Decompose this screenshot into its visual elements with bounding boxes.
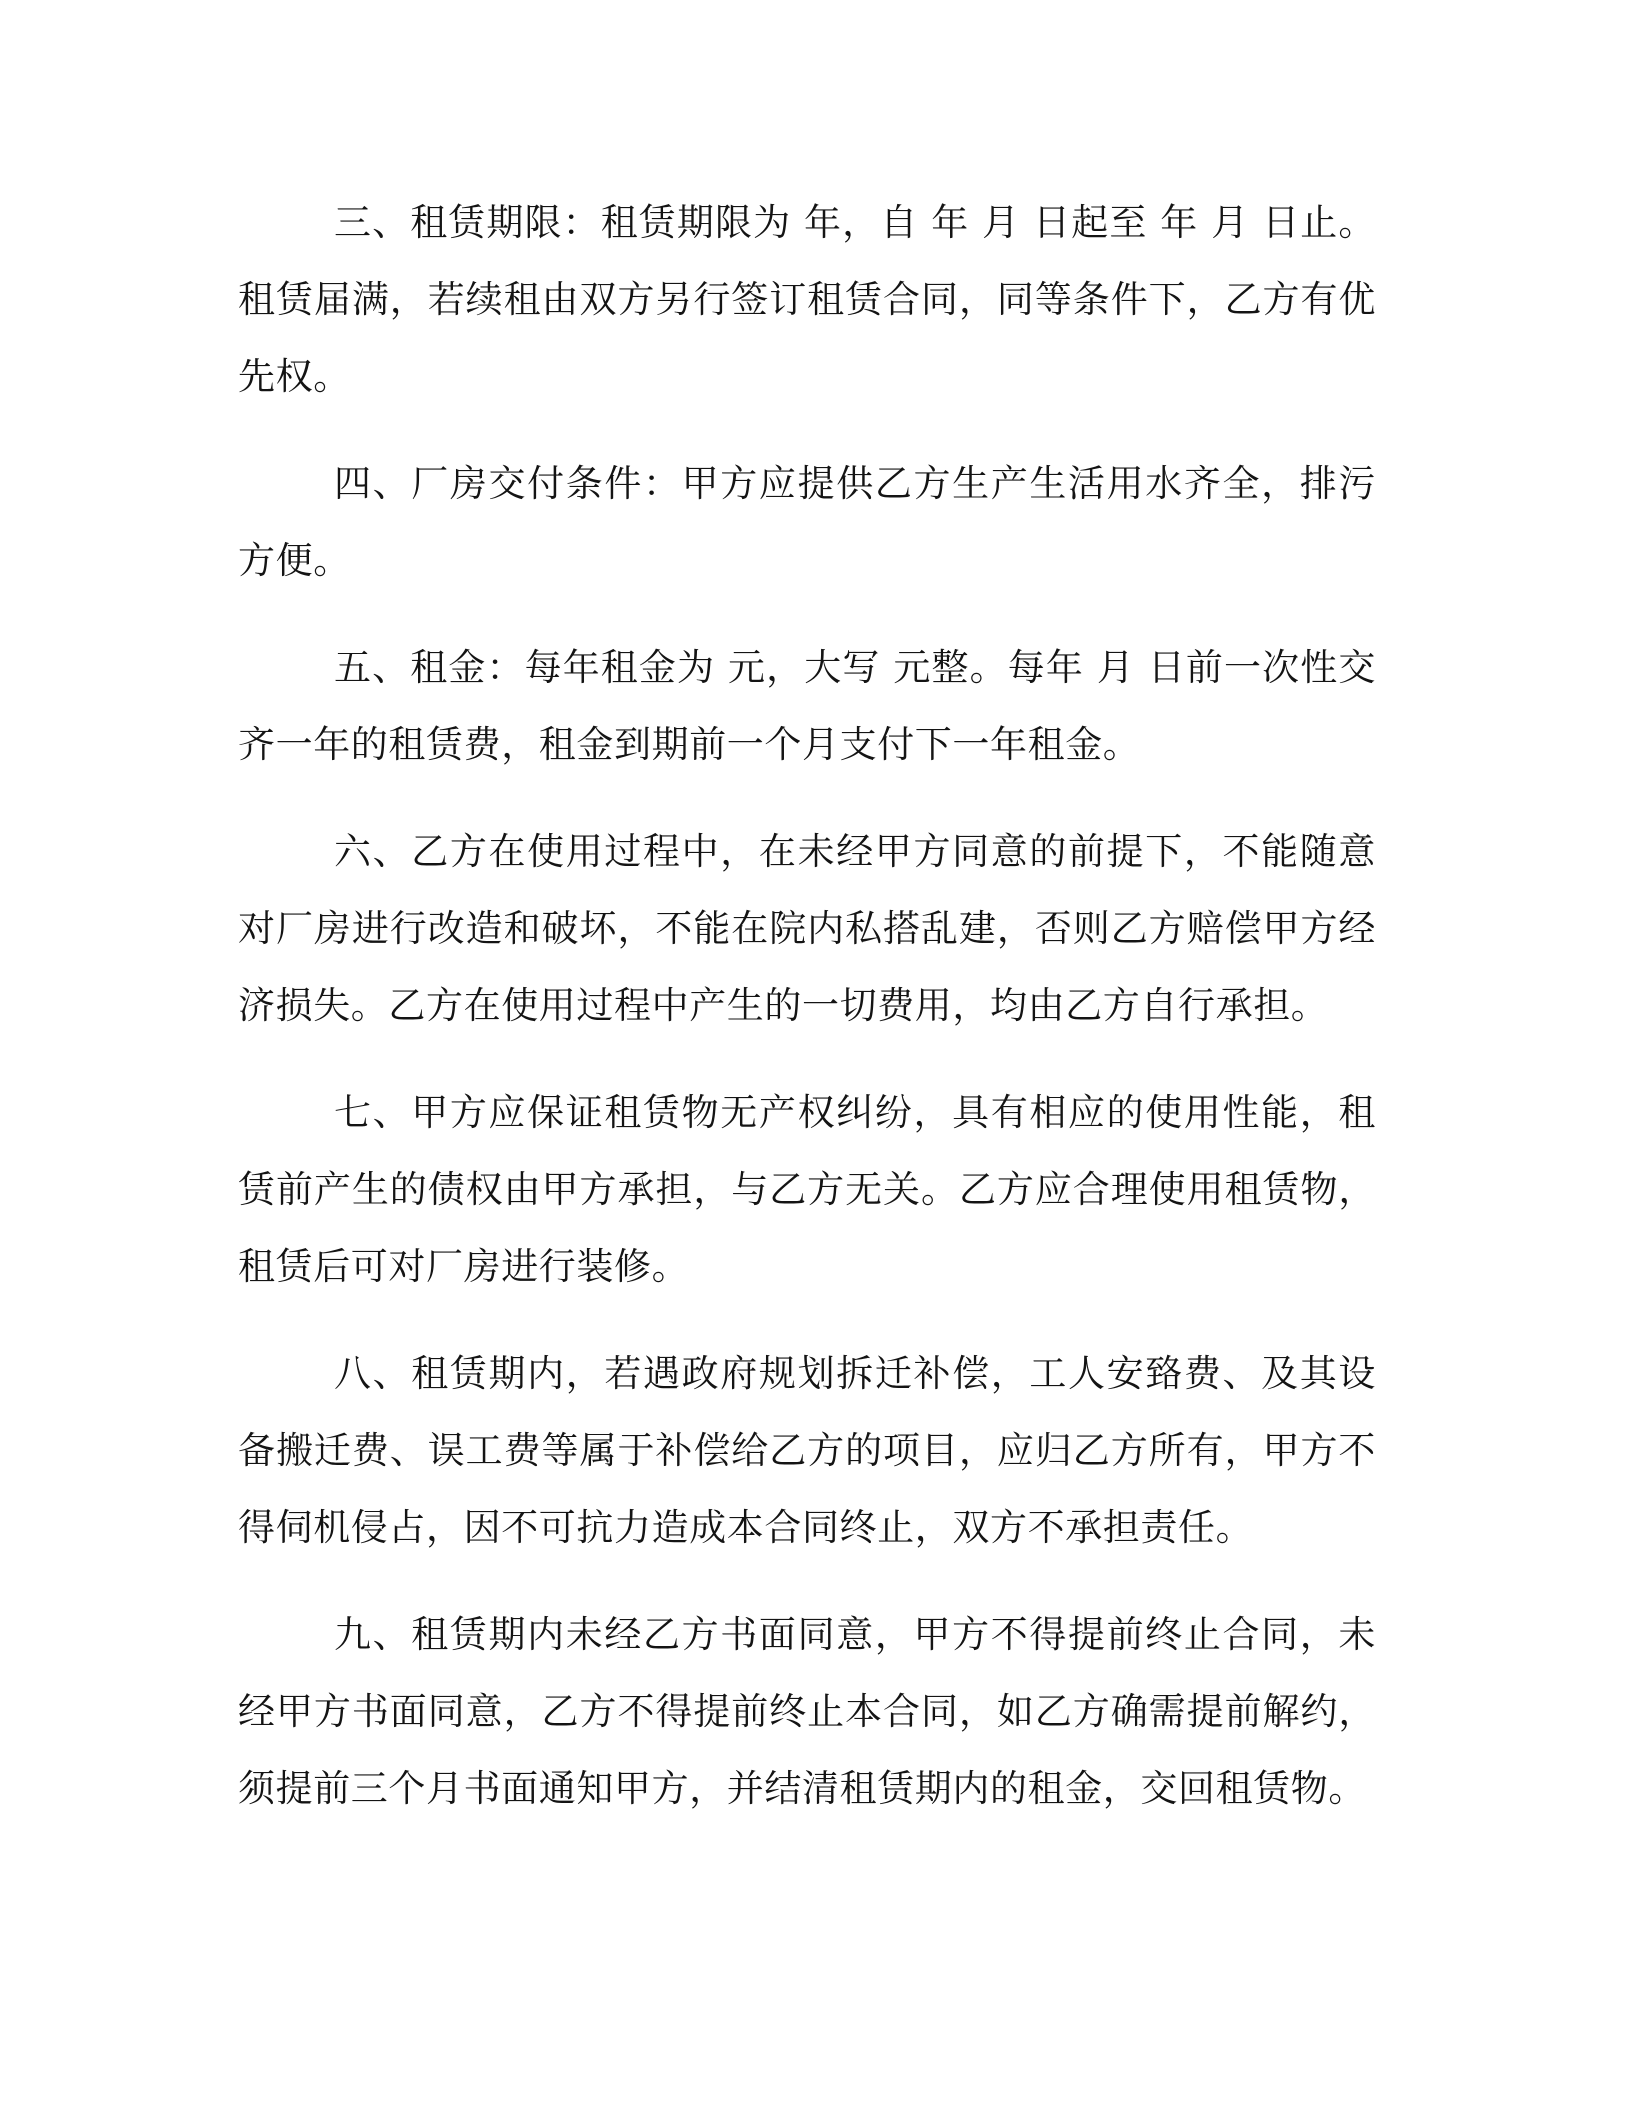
- contract-body: [238, 184, 1376, 1827]
- clause-9-early-termination: 九、租赁期内未经乙方书面同意，甲方不得提前终止合同，未经甲方书面同意，乙方不得提前终止本合同，如乙方确需提前解约，须提前三个月书面通知甲方，并结清租赁期内的租金，交回租赁物。: [238, 1613, 1376, 1810]
- clause-4-delivery-conditions: 四、厂房交付条件：甲方应提供乙方生产生活用水齐全，排污方便。: [238, 462, 1376, 582]
- clause-7-property-rights: 七、甲方应保证租赁物无产权纠纷，具有相应的使用性能，租赁前产生的债权由甲方承担，与乙方无关。乙方应合理使用租赁物，租赁后可对厂房进行装修。: [238, 1091, 1376, 1288]
- clause-5-rent: 五、租金：每年租金为 元，大写 元整。每年 月 日前一次性交齐一年的租赁费，租金到期前一个月支付下一年租金。: [238, 646, 1376, 766]
- clause-3-lease-term: 三、租赁期限：租赁期限为 年，自 年 月 日起至 年 月 日止。租赁届满，若续租由双方另行签订租赁合同，同等条件下，乙方有优先权。: [238, 201, 1376, 398]
- clause-6-usage: 六、乙方在使用过程中，在未经甲方同意的前提下，不能随意对厂房进行改造和破坏，不能在院内私搭乱建，否则乙方赔偿甲方经济损失。乙方在使用过程中产生的一切费用，均由乙方自行承担。: [238, 830, 1376, 1027]
- clause-8-demolition-compensation: 八、租赁期内，若遇政府规划拆迁补偿，工人安臵费、及其设备搬迁费、误工费等属于补偿给乙方的项目，应归乙方所有，甲方不得伺机侵占，因不可抗力造成本合同终止，双方不承担责任。: [238, 1352, 1376, 1549]
